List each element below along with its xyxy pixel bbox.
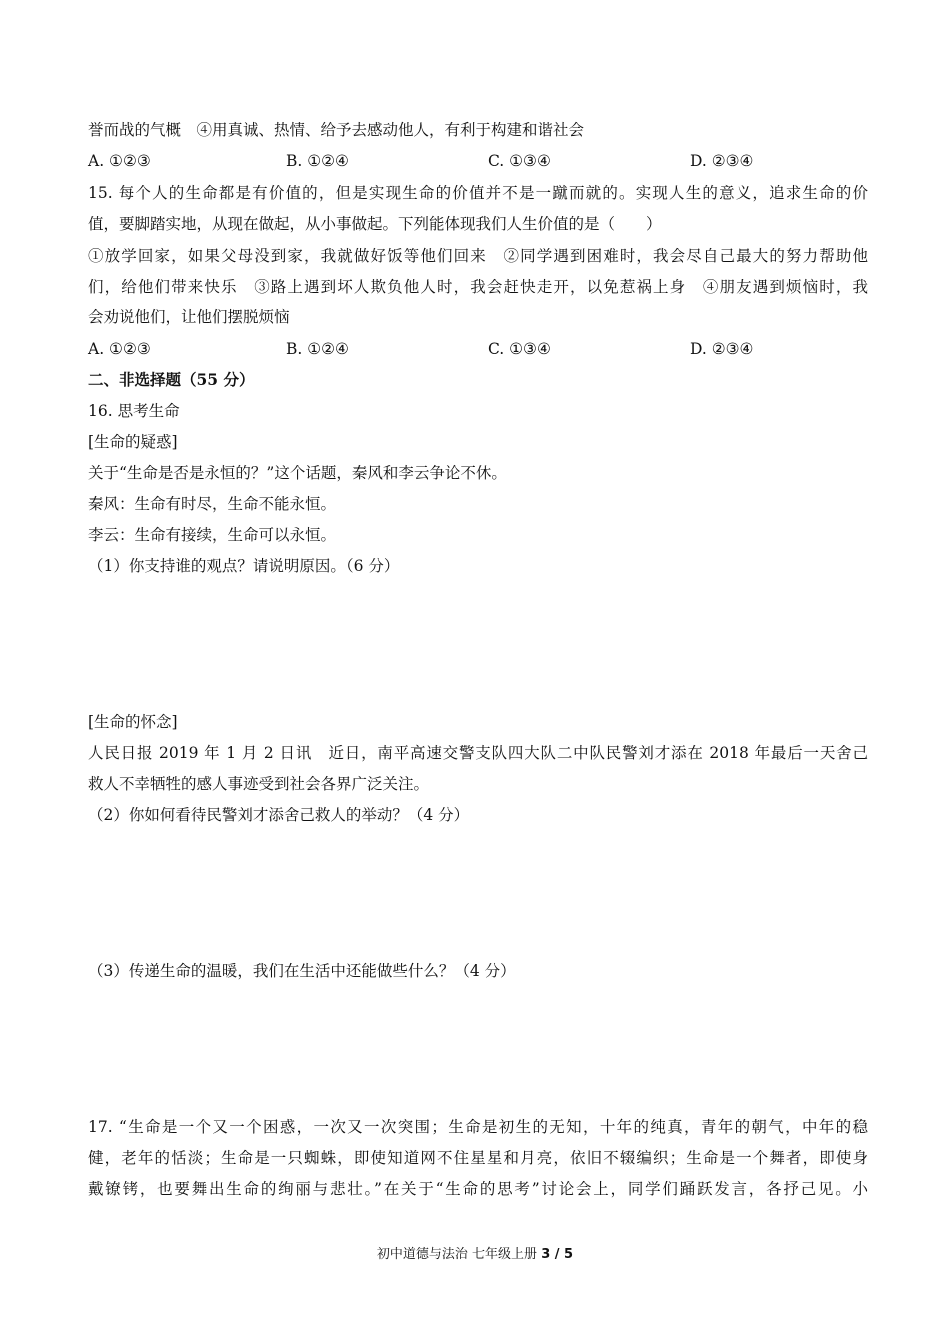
q16-part2-heading: [生命的怀念] (88, 713, 178, 731)
q16-part1-line-1: 关于“生命是否是永恒的？”这个话题，秦风和李云争论不休。 (88, 464, 507, 482)
q16-sub-question-2: （2）你如何看待民警刘才添舍己救人的举动？（4 分） (88, 806, 470, 824)
q14-options (88, 150, 868, 172)
q15-option-c: C. ①③④ (488, 340, 551, 358)
q14-option-a: A. ①②③ (88, 152, 151, 170)
section-heading: 二、非选择题（55 分） (88, 370, 255, 389)
q17-line-2: 健，老年的恬淡；生命是一只蜘蛛，即使知道网不住星星和月亮，依旧不辍编织；生命是一个舞者，即使身 (88, 1149, 868, 1167)
q16-part1-line-3: 李云：生命有接续，生命可以永恒。 (88, 526, 337, 544)
q16-part2-line-1: 人民日报 2019 年 1 月 2 日讯 近日，南平高速交警支队四大队二中队民警刘才添在 2018 年最后一天舍己 (88, 744, 868, 762)
q15-option-a: A. ①②③ (88, 340, 151, 358)
q15-line-3: ①放学回家，如果父母没到家，我就做好饭等他们回来 ②同学遇到困难时，我会尽自己最大的努力帮助他 (88, 247, 868, 265)
q15-line-1: 15. 每个人的生命都是有价值的，但是实现生命的价值并不是一蹴而就的。实现人生的意义，追求生命的价 (88, 184, 868, 202)
q15-line-2: 值，要脚踏实地，从现在做起，从小事做起。下列能体现我们人生价值的是（ ） (88, 215, 662, 233)
q15-options (88, 338, 868, 360)
q15-line-4: 们，给他们带来快乐 ③路上遇到坏人欺负他人时，我会赶快走开，以免惹祸上身 ④朋友遇到烦恼时，我 (88, 278, 868, 296)
q15-option-b: B. ①②④ (286, 340, 349, 358)
q16-part1-heading: [生命的疑惑] (88, 433, 178, 451)
page-footer (0, 1246, 950, 1264)
q14-text-tail: 誉而战的气概 ④用真诚、热情、给予去感动他人，有利于构建和谐社会 (88, 121, 585, 139)
q16-sub-question-3: （3）传递生命的温暖，我们在生活中还能做些什么？（4 分） (88, 962, 516, 980)
q17-line-3: 戴镣铐，也要舞出生命的绚丽与悲壮。”在关于“生命的思考”讨论会上，同学们踊跃发言，各抒己见。小 (88, 1180, 868, 1198)
footer-page-number: 3 / 5 (541, 1247, 574, 1262)
q17-line-1: 17. “生命是一个又一个困惑，一次又一次突围；生命是初生的无知，十年的纯真，青年的朝气，中年的稳 (88, 1118, 868, 1136)
footer-subject: 初中道德与法治 七年级上册 (376, 1247, 538, 1262)
q14-option-c: C. ①③④ (488, 152, 551, 170)
q15-option-d: D. ②③④ (690, 340, 754, 358)
q16-part1-line-2: 秦风：生命有时尽，生命不能永恒。 (88, 495, 337, 513)
q16-sub-question-1: （1）你支持谁的观点？请说明原因。（6 分） (88, 557, 400, 575)
q15-line-5: 会劝说他们，让他们摆脱烦恼 (88, 308, 290, 326)
q16-title: 16. 思考生命 (88, 402, 180, 420)
q16-part2-line-2: 救人不幸牺牲的感人事迹受到社会各界广泛关注。 (88, 775, 430, 793)
q14-option-b: B. ①②④ (286, 152, 349, 170)
q14-option-d: D. ②③④ (690, 152, 754, 170)
